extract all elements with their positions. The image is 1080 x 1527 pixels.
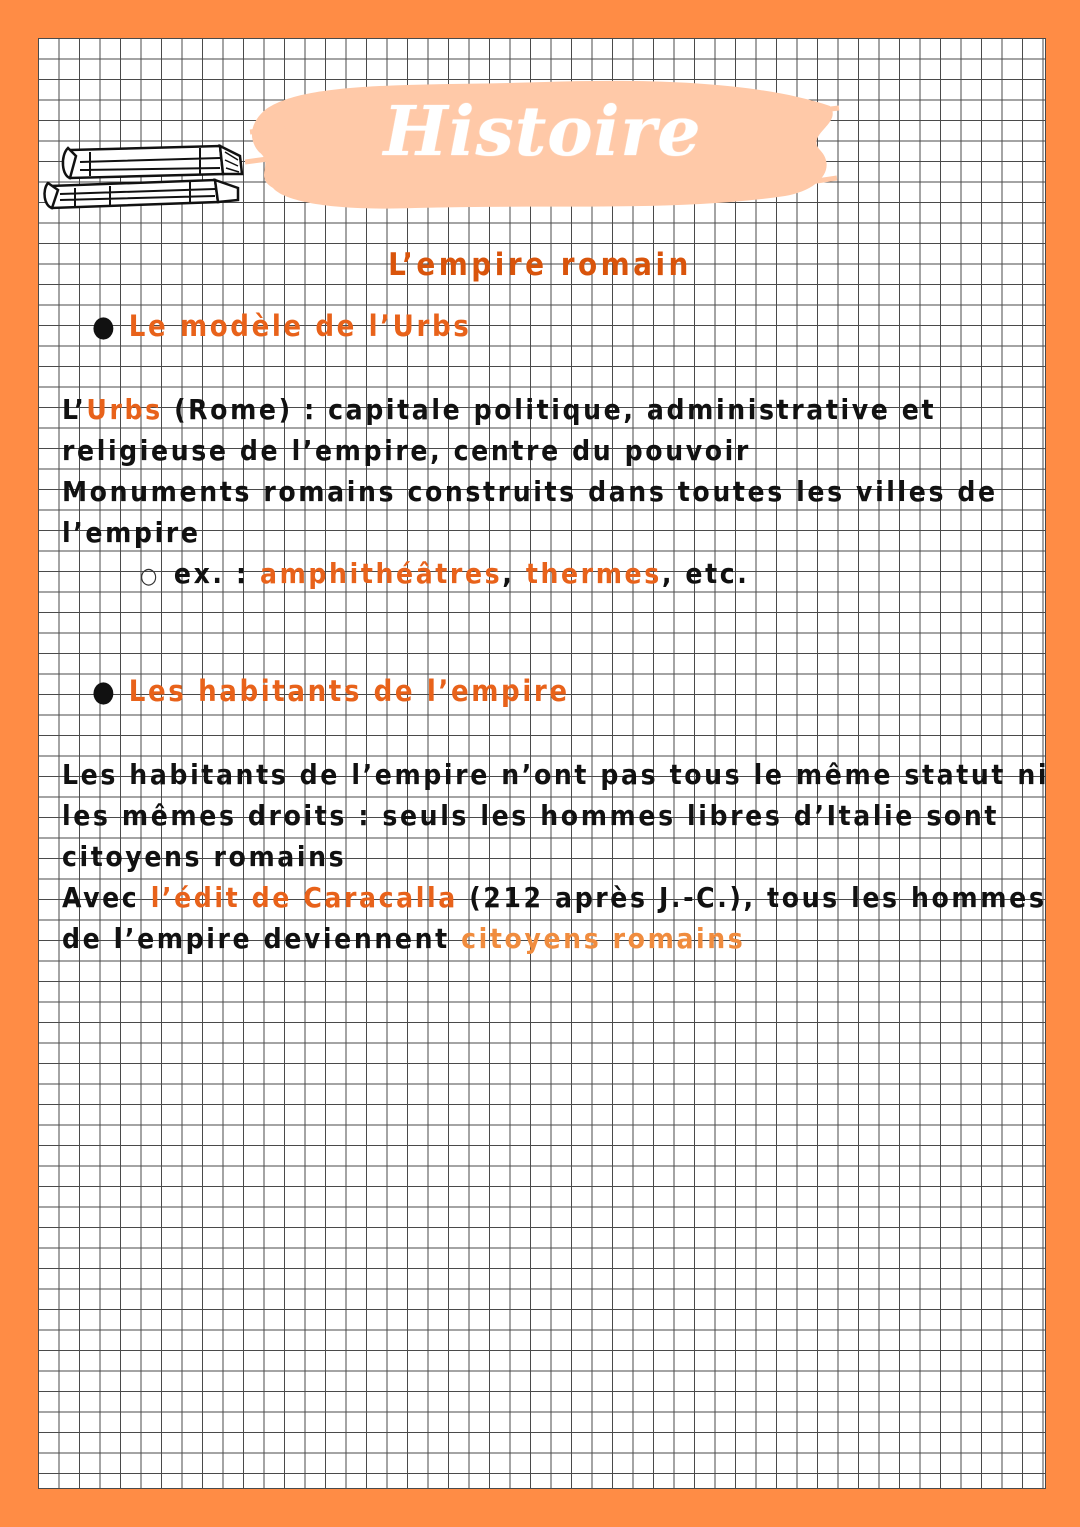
text-line: les mêmes droits : seuls les hommes libres d’Italie sont [62, 799, 1000, 832]
highlight-urbs: Urbs [86, 393, 163, 426]
page-subtitle: L’empire romain [388, 247, 692, 283]
text-line: de l’empire deviennent citoyens romains [62, 922, 746, 955]
highlight-edit-caracalla: l’édit de Caracalla [150, 881, 458, 914]
text-line: Les habitants de l’empire n’ont pas tous le même statut ni [62, 758, 1050, 791]
section-heading-text: Les habitants de l’empire [128, 674, 570, 708]
highlight-amphitheatres: amphithéâtres [259, 557, 503, 590]
bullet-icon: ● [92, 674, 115, 708]
section-heading-text: Le modèle de l’Urbs [128, 309, 472, 343]
text-line: Avec l’édit de Caracalla (212 après J.-C.), tous les hommes [62, 881, 1047, 914]
text-line: l’empire [62, 516, 201, 549]
section-heading-urbs [92, 309, 471, 343]
highlight-citoyens-romains: citoyens romains [461, 922, 746, 955]
paragraph-habitants [62, 754, 1049, 959]
page-title: Histoire [383, 92, 702, 172]
text-line: Monuments romains construits dans toutes les villes de [62, 475, 998, 508]
books-icon [40, 128, 245, 216]
text-line: religieuse de l’empire, centre du pouvoir [62, 434, 751, 467]
example-line: ○ ex. : amphithéâtres, thermes, etc. [140, 557, 750, 590]
circle-bullet-icon: ○ [140, 564, 160, 589]
bullet-icon: ● [92, 309, 115, 343]
highlight-thermes: thermes [525, 557, 662, 590]
section-heading-habitants [92, 674, 570, 708]
text-line: L’Urbs (Rome) : capitale politique, administrative et [62, 393, 937, 426]
text-line: citoyens romains [62, 840, 347, 873]
paragraph-urbs [62, 389, 998, 597]
